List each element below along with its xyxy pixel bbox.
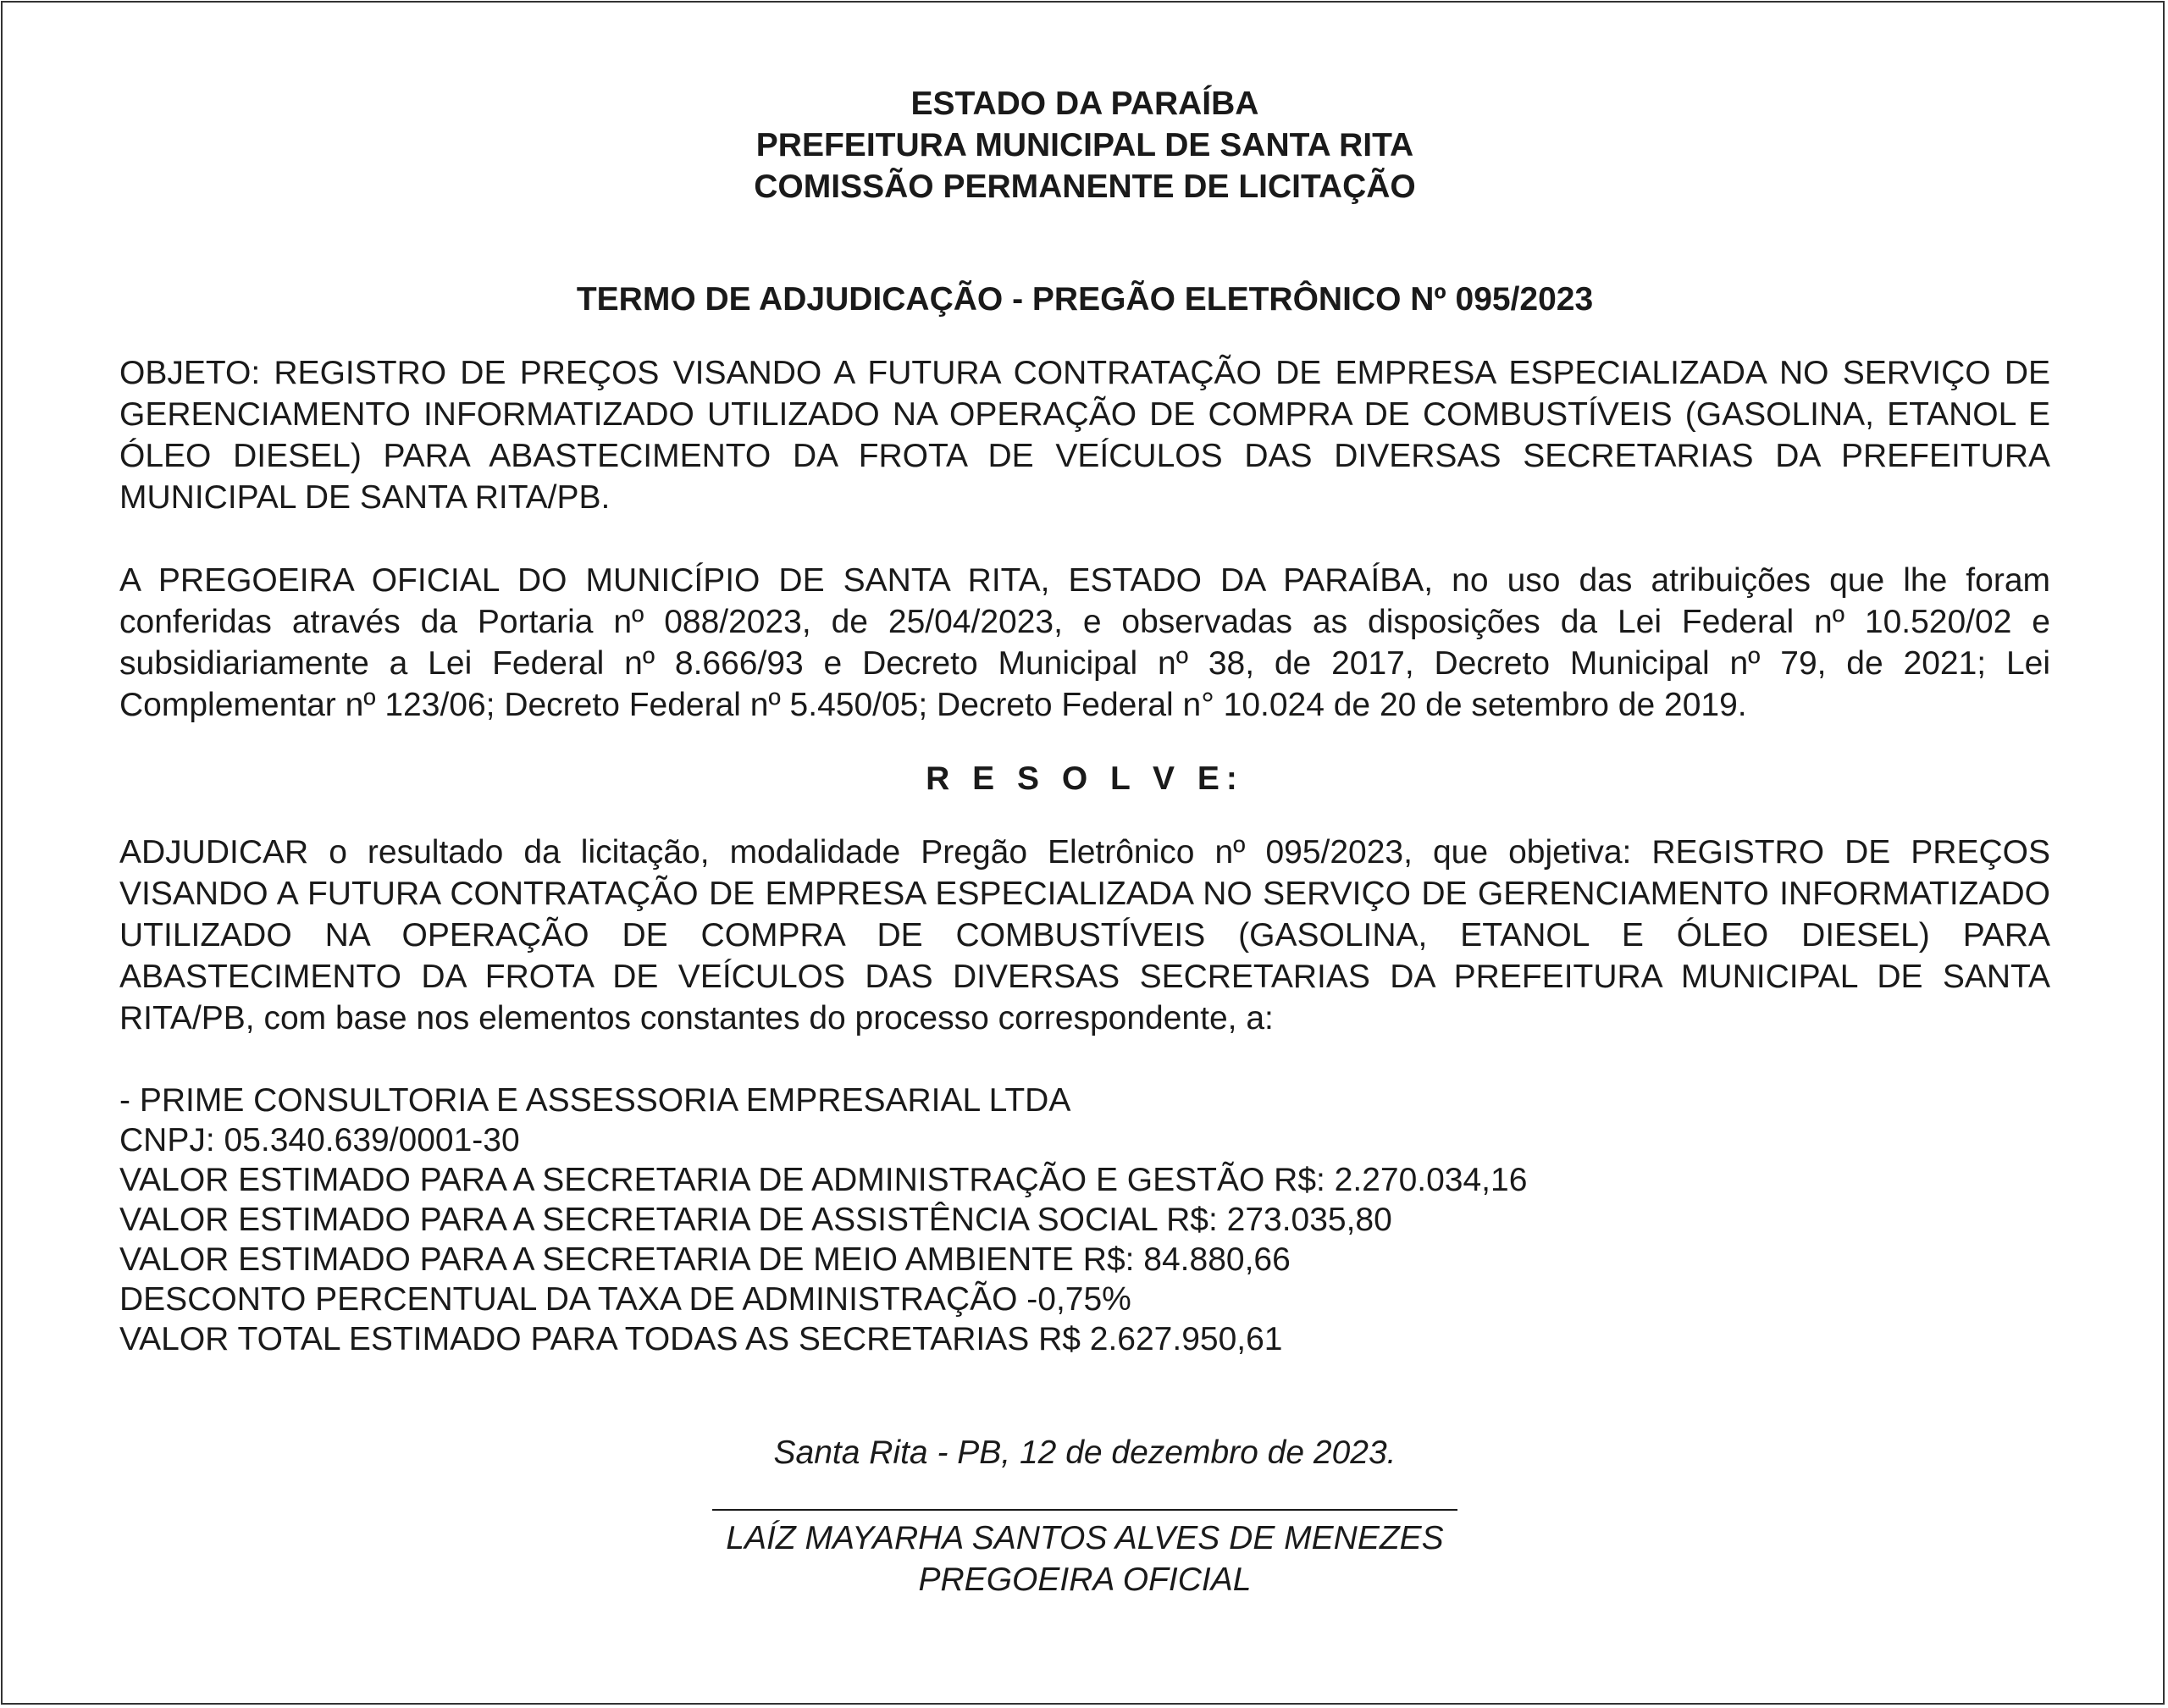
value-environment: VALOR ESTIMADO PARA A SECRETARIA DE MEIO AMBIENTE R$: 84.880,66 [119, 1241, 1291, 1278]
document-body [119, 83, 2050, 1600]
objeto-paragraph: OBJETO: REGISTRO DE PREÇOS VISANDO A FUTURA CONTRATAÇÃO DE EMPRESA ESPECIALIZADA NO SERVIÇO DE GERENCIAMENTO INFORMATIZADO UTILIZADO NA OPERAÇÃO DE COMPRA DE COMBUSTÍVEIS (GASOLINA, ETANOL E ÓLEO DIESEL) PARA ABASTECIMENTO DA FROTA DE VEÍCULOS DAS DIVERSAS SECRETARIAS DA PREFEITURA MUNICIPAL DE SANTA RITA/PB. [119, 355, 2050, 516]
administration-fee-discount: DESCONTO PERCENTUAL DA TAXA DE ADMINISTRAÇÃO -0,75% [119, 1281, 1131, 1318]
adjudicar-paragraph: ADJUDICAR o resultado da licitação, modalidade Pregão Eletrônico nº 095/2023, que objetiva: REGISTRO DE PREÇOS VISANDO A FUTURA CONTRATAÇÃO DE EMPRESA ESPECIALIZADA NO SERVIÇO DE GERENCIAMENTO INFORMATIZADO UTILIZADO NA OPERAÇÃO DE COMPRA DE COMBUSTÍVEIS (GASOLINA, ETANOL E ÓLEO DIESEL) PARA ABASTECIMENTO DA FROTA DE VEÍCULOS DAS DIVERSAS SECRETARIAS DA PREFEITURA MUNICIPAL DE SANTA RITA/PB, com base nos elementos constantes do processo correspondente, a: [119, 834, 2050, 1036]
header-municipality: PREFEITURA MUNICIPAL DE SANTA RITA [755, 127, 1414, 163]
company-cnpj: CNPJ: 05.340.639/0001-30 [119, 1122, 520, 1158]
signature-block [119, 1432, 2050, 1600]
header-state: ESTADO DA PARAÍBA [910, 86, 1259, 122]
total-value: VALOR TOTAL ESTIMADO PARA TODAS AS SECRETARIAS R$ 2.627.950,61 [119, 1321, 1283, 1357]
signatory-role: PREGOEIRA OFICIAL [918, 1562, 1252, 1598]
awarded-company: - PRIME CONSULTORIA E ASSESSORIA EMPRESARIAL LTDA [119, 1082, 1071, 1119]
award-details [119, 1081, 2050, 1359]
value-social-assistance: VALOR ESTIMADO PARA A SECRETARIA DE ASSISTÊNCIA SOCIAL R$: 273.035,80 [119, 1202, 1392, 1238]
signatory-name: LAÍZ MAYARHA SANTOS ALVES DE MENEZES [726, 1520, 1444, 1556]
value-administration: VALOR ESTIMADO PARA A SECRETARIA DE ADMINISTRAÇÃO E GESTÃO R$: 2.270.034,16 [119, 1162, 1528, 1198]
header-commission: COMISSÃO PERMANENTE DE LICITAÇÃO [754, 169, 1416, 205]
signature-line [712, 1509, 1457, 1511]
place-date: Santa Rita - PB, 12 de dezembro de 2023. [773, 1434, 1396, 1471]
document-title: TERMO DE ADJUDICAÇÃO - PREGÃO ELETRÔNICO Nº 095/2023 [576, 281, 1594, 318]
resolve-heading: R E S O L V E: [926, 760, 1244, 797]
document-header [119, 83, 2050, 207]
authority-paragraph: A PREGOEIRA OFICIAL DO MUNICÍPIO DE SANTA RITA, ESTADO DA PARAÍBA, no uso das atribuições que lhe foram conferidas através da Portaria nº 088/2023, de 25/04/2023, e observadas as disposições da Lei Federal nº 10.520/02 e subsidiariamente a Lei Federal nº 8.666/93 e Decreto Municipal nº 38, de 2017, Decreto Municipal nº 79, de 2021; Lei Complementar nº 123/06; Decreto Federal nº 5.450/05; Decreto Federal n° 10.024 de 20 de setembro de 2019. [119, 562, 2050, 723]
